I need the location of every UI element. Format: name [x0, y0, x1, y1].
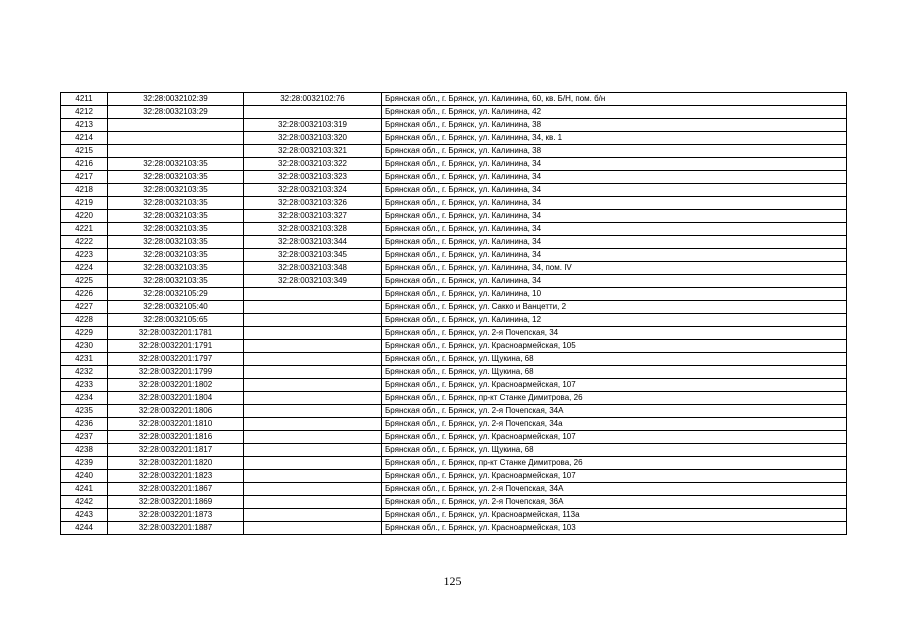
cadastral-number-cell — [244, 392, 382, 405]
address-cell: Брянская обл., г. Брянск, ул. Калинина, 34 — [382, 249, 847, 262]
address-cell: Брянская обл., г. Брянск, ул. Красноармейская, 107 — [382, 379, 847, 392]
row-number-cell: 4231 — [61, 353, 108, 366]
cadastral-number-cell — [244, 340, 382, 353]
parent-cadastral-cell — [108, 119, 244, 132]
parent-cadastral-cell: 32:28:0032201:1791 — [108, 340, 244, 353]
table-row — [61, 106, 847, 119]
address-cell: Брянская обл., г. Брянск, ул. Калинина, 42 — [382, 106, 847, 119]
row-number-cell: 4211 — [61, 93, 108, 106]
address-cell: Брянская обл., г. Брянск, ул. Калинина, 34 — [382, 210, 847, 223]
cadastral-number-cell: 32:28:0032103:320 — [244, 132, 382, 145]
table-row — [61, 379, 847, 392]
table-row — [61, 314, 847, 327]
table-row — [61, 262, 847, 275]
table-row — [61, 145, 847, 158]
row-number-cell: 4240 — [61, 470, 108, 483]
cadastral-number-cell: 32:28:0032103:348 — [244, 262, 382, 275]
cadastral-number-cell: 32:28:0032103:324 — [244, 184, 382, 197]
parent-cadastral-cell: 32:28:0032201:1804 — [108, 392, 244, 405]
address-cell: Брянская обл., г. Брянск, ул. Калинина, 12 — [382, 314, 847, 327]
cadastral-number-cell: 32:28:0032103:349 — [244, 275, 382, 288]
table-row — [61, 457, 847, 470]
row-number-cell: 4230 — [61, 340, 108, 353]
row-number-cell: 4217 — [61, 171, 108, 184]
parent-cadastral-cell: 32:28:0032103:29 — [108, 106, 244, 119]
address-cell: Брянская обл., г. Брянск, ул. Сакко и Ванцетти, 2 — [382, 301, 847, 314]
row-number-cell: 4233 — [61, 379, 108, 392]
cadastral-number-cell — [244, 327, 382, 340]
parent-cadastral-cell: 32:28:0032102:39 — [108, 93, 244, 106]
parent-cadastral-cell: 32:28:0032201:1799 — [108, 366, 244, 379]
parent-cadastral-cell: 32:28:0032201:1823 — [108, 470, 244, 483]
address-cell: Брянская обл., г. Брянск, ул. Калинина, 34 — [382, 223, 847, 236]
cadastral-number-cell — [244, 288, 382, 301]
cadastral-number-cell — [244, 522, 382, 535]
parent-cadastral-cell: 32:28:0032103:35 — [108, 262, 244, 275]
address-cell: Брянская обл., г. Брянск, ул. Красноармейская, 103 — [382, 522, 847, 535]
table-row — [61, 249, 847, 262]
row-number-cell: 4226 — [61, 288, 108, 301]
cadastral-number-cell: 32:28:0032103:345 — [244, 249, 382, 262]
row-number-cell: 4213 — [61, 119, 108, 132]
row-number-cell: 4220 — [61, 210, 108, 223]
cadastral-number-cell: 32:28:0032103:319 — [244, 119, 382, 132]
cadastral-number-cell: 32:28:0032103:323 — [244, 171, 382, 184]
cadastral-number-cell — [244, 366, 382, 379]
row-number-cell: 4221 — [61, 223, 108, 236]
row-number-cell: 4234 — [61, 392, 108, 405]
address-cell: Брянская обл., г. Брянск, ул. Калинина, 34 — [382, 197, 847, 210]
row-number-cell: 4235 — [61, 405, 108, 418]
row-number-cell: 4243 — [61, 509, 108, 522]
parent-cadastral-cell: 32:28:0032105:40 — [108, 301, 244, 314]
cadastral-number-cell — [244, 405, 382, 418]
table-row — [61, 444, 847, 457]
table-row — [61, 496, 847, 509]
parent-cadastral-cell: 32:28:0032201:1797 — [108, 353, 244, 366]
parent-cadastral-cell: 32:28:0032201:1869 — [108, 496, 244, 509]
table-row — [61, 353, 847, 366]
page-number: 125 — [443, 574, 462, 588]
table-row — [61, 288, 847, 301]
address-cell: Брянская обл., г. Брянск, ул. Красноармейская, 105 — [382, 340, 847, 353]
table-row — [61, 223, 847, 236]
cadastral-number-cell — [244, 496, 382, 509]
row-number-cell: 4223 — [61, 249, 108, 262]
row-number-cell: 4216 — [61, 158, 108, 171]
table-row — [61, 275, 847, 288]
table-row — [61, 340, 847, 353]
registry-table — [60, 92, 847, 535]
address-cell: Брянская обл., г. Брянск, ул. Калинина, 34 — [382, 275, 847, 288]
parent-cadastral-cell: 32:28:0032103:35 — [108, 249, 244, 262]
table-row — [61, 210, 847, 223]
row-number-cell: 4242 — [61, 496, 108, 509]
parent-cadastral-cell: 32:28:0032103:35 — [108, 275, 244, 288]
cadastral-number-cell: 32:28:0032103:321 — [244, 145, 382, 158]
parent-cadastral-cell: 32:28:0032201:1781 — [108, 327, 244, 340]
table-row — [61, 327, 847, 340]
row-number-cell: 4218 — [61, 184, 108, 197]
row-number-cell: 4222 — [61, 236, 108, 249]
parent-cadastral-cell: 32:28:0032201:1817 — [108, 444, 244, 457]
parent-cadastral-cell: 32:28:0032201:1806 — [108, 405, 244, 418]
table-row — [61, 197, 847, 210]
parent-cadastral-cell: 32:28:0032103:35 — [108, 158, 244, 171]
address-cell: Брянская обл., г. Брянск, ул. Калинина, 34 — [382, 171, 847, 184]
address-cell: Брянская обл., г. Брянск, ул. Калинина, 38 — [382, 119, 847, 132]
table-row — [61, 236, 847, 249]
address-cell: Брянская обл., г. Брянск, ул. 2-я Почепская, 34А — [382, 483, 847, 496]
address-cell: Брянская обл., г. Брянск, ул. Калинина, 34 — [382, 158, 847, 171]
row-number-cell: 4238 — [61, 444, 108, 457]
row-number-cell: 4236 — [61, 418, 108, 431]
cadastral-number-cell: 32:28:0032103:344 — [244, 236, 382, 249]
cadastral-number-cell — [244, 444, 382, 457]
parent-cadastral-cell: 32:28:0032201:1810 — [108, 418, 244, 431]
row-number-cell: 4214 — [61, 132, 108, 145]
row-number-cell: 4228 — [61, 314, 108, 327]
address-cell: Брянская обл., г. Брянск, ул. Красноармейская, 107 — [382, 431, 847, 444]
address-cell: Брянская обл., г. Брянск, ул. Красноармейская, 107 — [382, 470, 847, 483]
address-cell: Брянская обл., г. Брянск, ул. Калинина, 34 — [382, 184, 847, 197]
cadastral-number-cell — [244, 314, 382, 327]
address-cell: Брянская обл., г. Брянск, ул. 2-я Почепская, 34а — [382, 418, 847, 431]
cadastral-number-cell: 32:28:0032103:326 — [244, 197, 382, 210]
cadastral-number-cell — [244, 418, 382, 431]
address-cell: Брянская обл., г. Брянск, ул. Калинина, 34, кв. 1 — [382, 132, 847, 145]
address-cell: Брянская обл., г. Брянск, ул. Калинина, 34 — [382, 236, 847, 249]
address-cell: Брянская обл., г. Брянск, ул. Щукина, 68 — [382, 353, 847, 366]
parent-cadastral-cell — [108, 132, 244, 145]
table-row — [61, 171, 847, 184]
row-number-cell: 4232 — [61, 366, 108, 379]
cadastral-number-cell — [244, 431, 382, 444]
cadastral-number-cell — [244, 353, 382, 366]
row-number-cell: 4224 — [61, 262, 108, 275]
parent-cadastral-cell: 32:28:0032105:29 — [108, 288, 244, 301]
cadastral-number-cell — [244, 379, 382, 392]
table-row — [61, 93, 847, 106]
table-row — [61, 431, 847, 444]
parent-cadastral-cell: 32:28:0032105:65 — [108, 314, 244, 327]
parent-cadastral-cell: 32:28:0032103:35 — [108, 210, 244, 223]
table-row — [61, 158, 847, 171]
cadastral-number-cell — [244, 483, 382, 496]
cadastral-number-cell — [244, 470, 382, 483]
parent-cadastral-cell: 32:28:0032103:35 — [108, 184, 244, 197]
table-row — [61, 522, 847, 535]
row-number-cell: 4229 — [61, 327, 108, 340]
address-cell: Брянская обл., г. Брянск, пр-кт Станке Димитрова, 26 — [382, 457, 847, 470]
cadastral-number-cell: 32:28:0032102:76 — [244, 93, 382, 106]
parent-cadastral-cell: 32:28:0032103:35 — [108, 197, 244, 210]
row-number-cell: 4215 — [61, 145, 108, 158]
cadastral-number-cell — [244, 301, 382, 314]
row-number-cell: 4227 — [61, 301, 108, 314]
registry-table-body — [61, 93, 847, 535]
table-row — [61, 483, 847, 496]
cadastral-number-cell: 32:28:0032103:322 — [244, 158, 382, 171]
cadastral-number-cell — [244, 106, 382, 119]
row-number-cell: 4239 — [61, 457, 108, 470]
parent-cadastral-cell: 32:28:0032201:1887 — [108, 522, 244, 535]
address-cell: Брянская обл., г. Брянск, ул. 2-я Почепская, 36А — [382, 496, 847, 509]
table-row — [61, 184, 847, 197]
address-cell: Брянская обл., г. Брянск, ул. Калинина, 34, пом. IV — [382, 262, 847, 275]
table-row — [61, 366, 847, 379]
row-number-cell: 4219 — [61, 197, 108, 210]
address-cell: Брянская обл., г. Брянск, ул. Щукина, 68 — [382, 444, 847, 457]
parent-cadastral-cell — [108, 145, 244, 158]
address-cell: Брянская обл., г. Брянск, ул. Калинина, 60, кв. Б/Н, пом. б/н — [382, 93, 847, 106]
address-cell: Брянская обл., г. Брянск, ул. 2-я Почепская, 34 — [382, 327, 847, 340]
table-row — [61, 392, 847, 405]
table-row — [61, 119, 847, 132]
parent-cadastral-cell: 32:28:0032103:35 — [108, 236, 244, 249]
parent-cadastral-cell: 32:28:0032201:1873 — [108, 509, 244, 522]
parent-cadastral-cell: 32:28:0032201:1867 — [108, 483, 244, 496]
table-row — [61, 509, 847, 522]
cadastral-number-cell — [244, 509, 382, 522]
cadastral-number-cell: 32:28:0032103:327 — [244, 210, 382, 223]
row-number-cell: 4241 — [61, 483, 108, 496]
row-number-cell: 4237 — [61, 431, 108, 444]
row-number-cell: 4244 — [61, 522, 108, 535]
address-cell: Брянская обл., г. Брянск, ул. Калинина, 38 — [382, 145, 847, 158]
table-row — [61, 418, 847, 431]
parent-cadastral-cell: 32:28:0032103:35 — [108, 223, 244, 236]
table-row — [61, 470, 847, 483]
table-row — [61, 405, 847, 418]
row-number-cell: 4212 — [61, 106, 108, 119]
cadastral-number-cell: 32:28:0032103:328 — [244, 223, 382, 236]
parent-cadastral-cell: 32:28:0032201:1820 — [108, 457, 244, 470]
address-cell: Брянская обл., г. Брянск, ул. Щукина, 68 — [382, 366, 847, 379]
address-cell: Брянская обл., г. Брянск, ул. Калинина, 10 — [382, 288, 847, 301]
parent-cadastral-cell: 32:28:0032201:1816 — [108, 431, 244, 444]
address-cell: Брянская обл., г. Брянск, пр-кт Станке Димитрова, 26 — [382, 392, 847, 405]
address-cell: Брянская обл., г. Брянск, ул. Красноармейская, 113а — [382, 509, 847, 522]
address-cell: Брянская обл., г. Брянск, ул. 2-я Почепская, 34А — [382, 405, 847, 418]
cadastral-number-cell — [244, 457, 382, 470]
table-row — [61, 301, 847, 314]
parent-cadastral-cell: 32:28:0032103:35 — [108, 171, 244, 184]
row-number-cell: 4225 — [61, 275, 108, 288]
table-row — [61, 132, 847, 145]
parent-cadastral-cell: 32:28:0032201:1802 — [108, 379, 244, 392]
